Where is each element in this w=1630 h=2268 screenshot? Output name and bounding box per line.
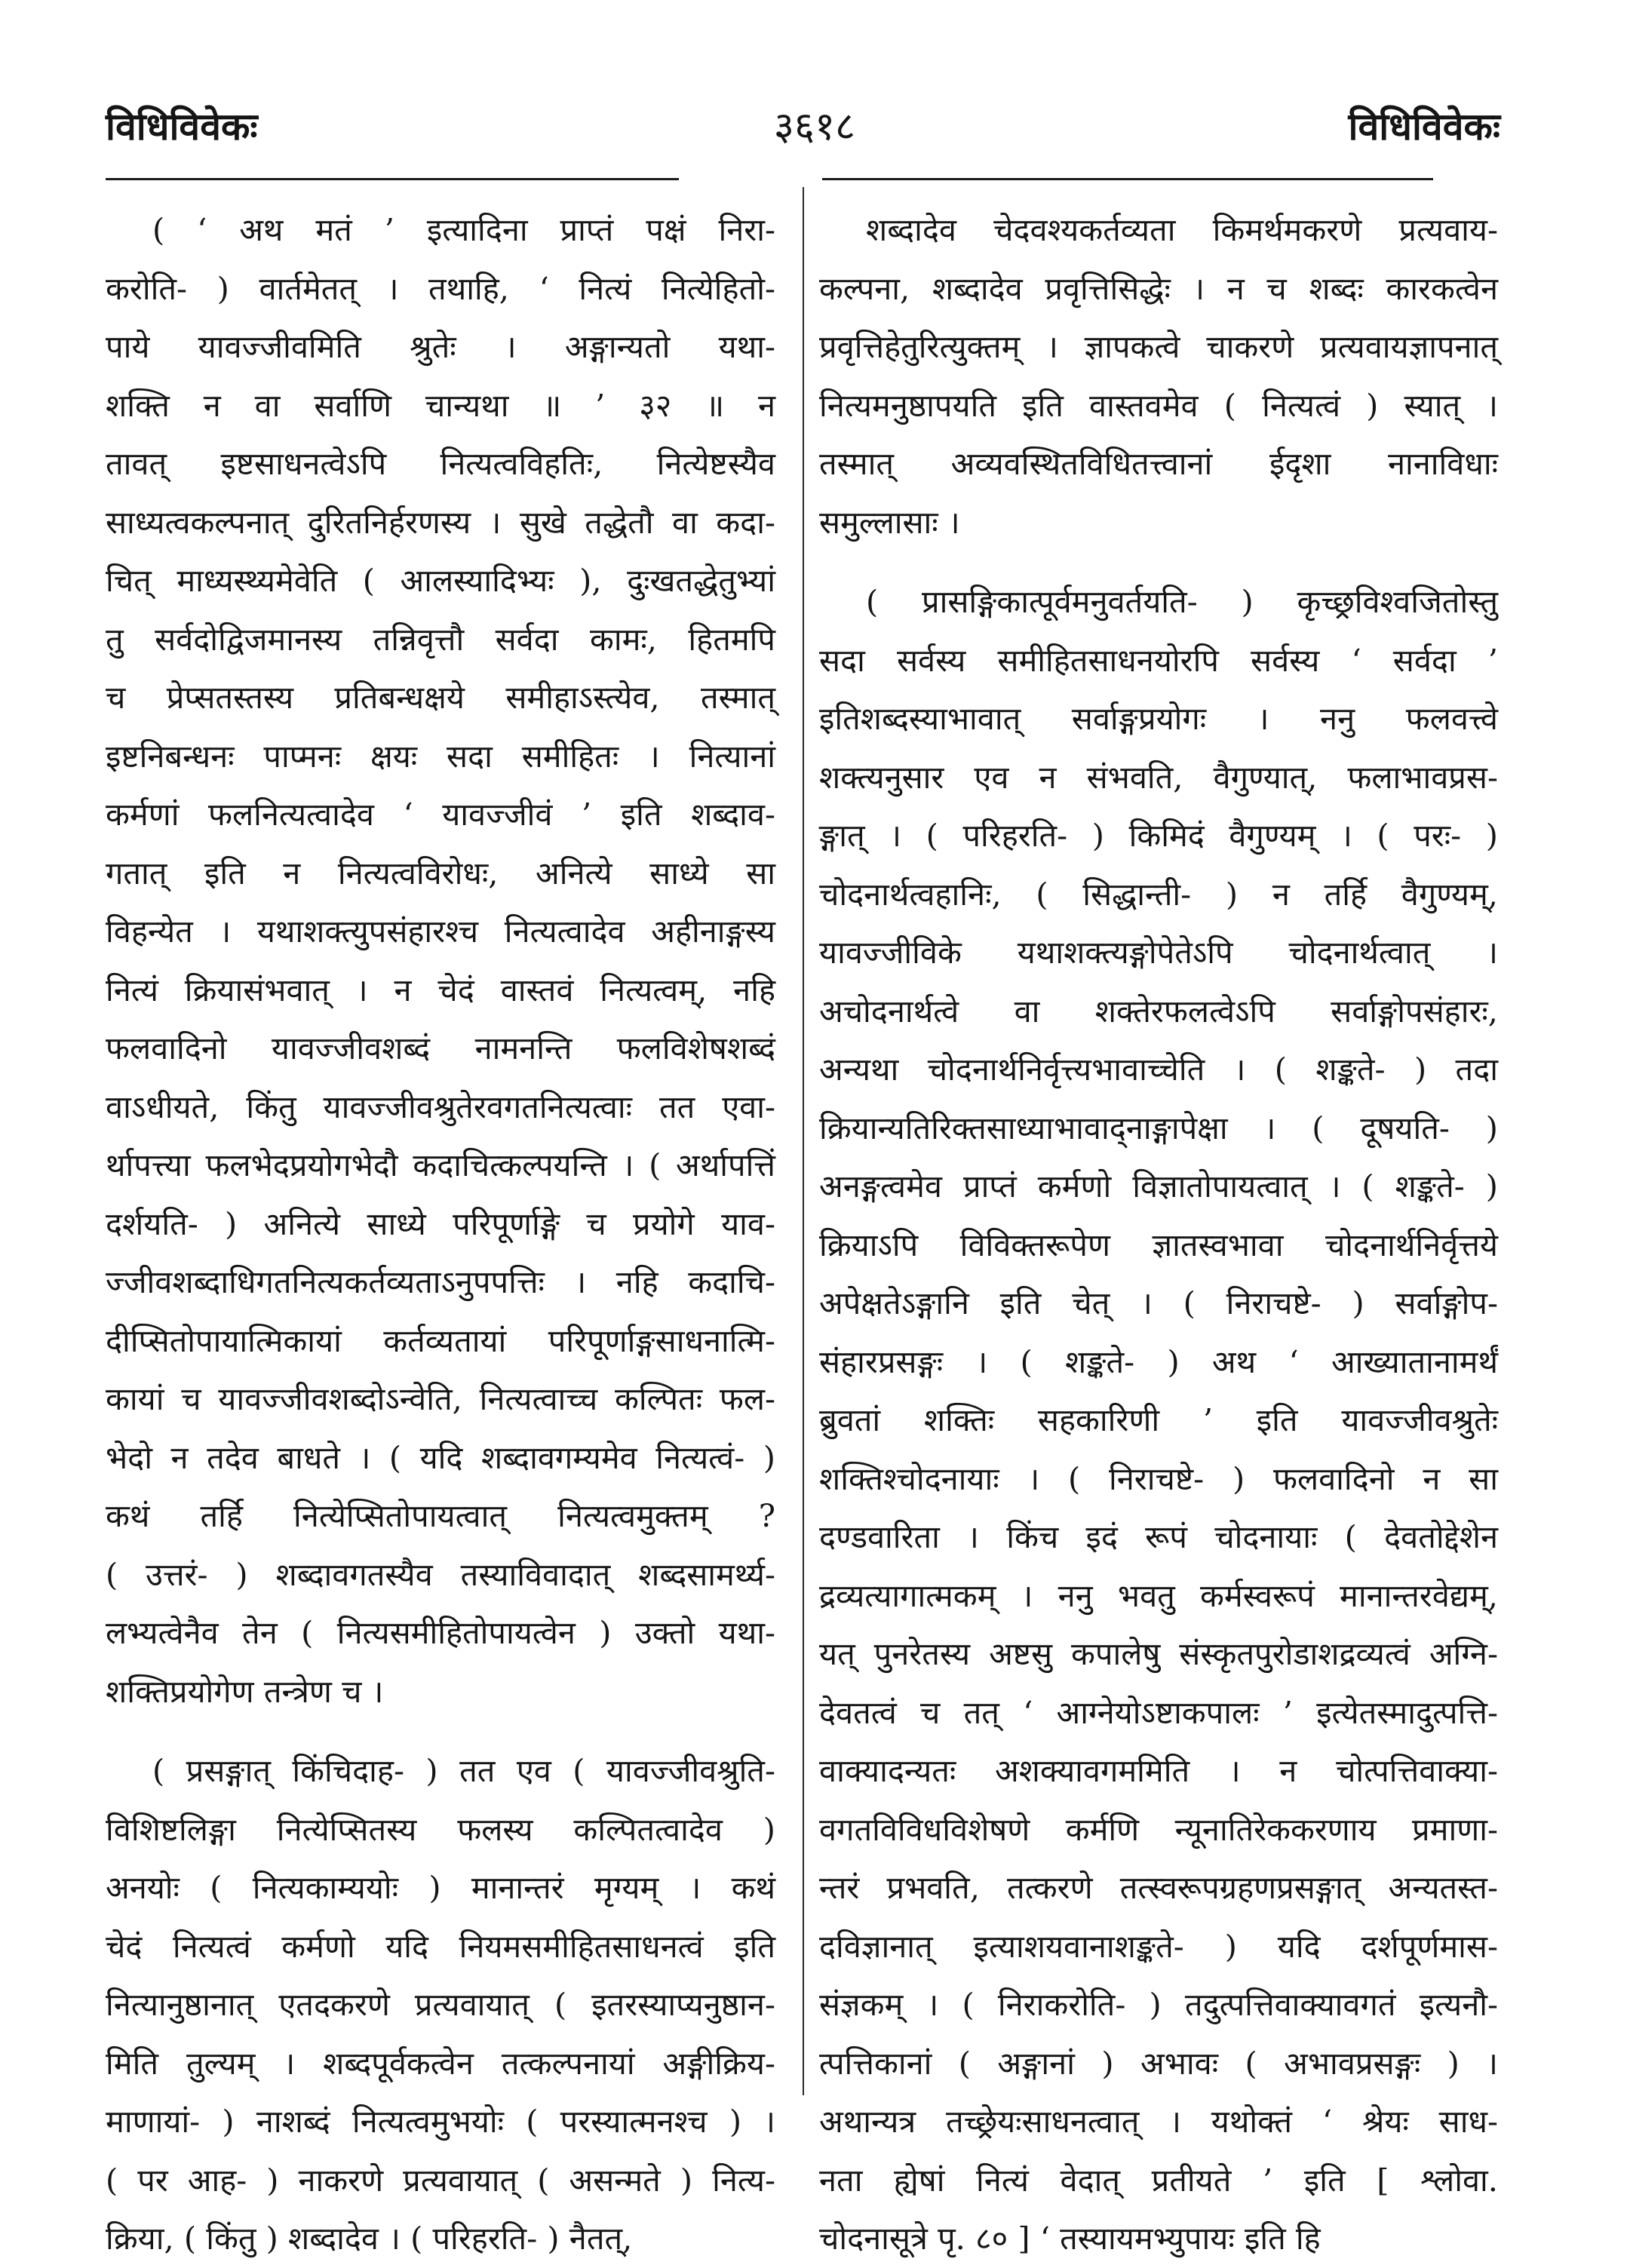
text-line: ( प्रसङ्गात् किंचिदाह- ) तत एव ( यावज्जीवश्रुति- [152, 1752, 775, 1789]
text-line: शक्ति न वा सर्वाणि चान्यथा ॥ ’ ३२ ॥ न [106, 386, 775, 424]
text-line: संहारप्रसङ्गः । ( शङ्कते- ) अथ ‘ आख्यातानामर्थं [819, 1343, 1498, 1380]
text-line: दीप्सितोपायात्मिकायां कर्तव्यतायां परिपूर्णाङ्गसाधनात्मि- [106, 1321, 775, 1359]
text-line: ङ्गात् । ( परिहरति- ) किमिदं वैगुण्यम् । ( परः- ) [819, 817, 1498, 854]
text-line: अनयोः ( नित्यकाम्ययोः ) मानान्तरं मृग्यम् । कथं [106, 1869, 775, 1906]
text-line: ज्जीवशब्दाधिगतनित्यकर्तव्यताऽनुपपत्तिः । नहि कदाचि- [106, 1263, 775, 1300]
page-number: ३६१८ [773, 104, 856, 149]
text-line: प्रवृत्तिहेतुरित्युक्तम् । ज्ञापकत्वे चाकरणे प्रत्यवायज्ञापनात् [819, 328, 1498, 365]
text-line: अपेक्षतेऽङ्गानि इति चेत् । ( निराचष्टे- ) सर्वाङ्गोप- [819, 1284, 1498, 1321]
text-line: अचोदनार्थत्वे वा शक्तेरफलत्वेऽपि सर्वाङ्गोपसंहारः, [819, 992, 1498, 1030]
text-line: कायां च यावज्जीवशब्दोऽन्वेति, नित्यत्वाच्च कल्पितः फल- [106, 1380, 775, 1417]
text-line: फलवादिनो यावज्जीवशब्दं नामनन्ति फलविशेषशब्दं [106, 1030, 775, 1066]
text-line: र्थापत्त्या फलभेदप्रयोगभेदौ कदाचित्कल्पयन्ति । ( अर्थापत्तिं [106, 1146, 775, 1183]
text-line: अनङ्गत्वमेव प्राप्तं कर्मणो विज्ञातोपायत्वात् । ( शङ्कते- ) [819, 1168, 1498, 1205]
text-line: दर्शयति- ) अनित्ये साध्ये परिपूर्णाङ्गे च प्रयोगे याव- [106, 1205, 775, 1242]
text-line: अथान्यत्र तच्छ्रेयःसाधनत्वात् । यथोक्तं ‘ श्रेयः साध- [819, 2103, 1498, 2140]
text-line: चोदनार्थत्वहानिः, ( सिद्धान्ती- ) न तर्हि वैगुण्यम्, [819, 875, 1498, 913]
text-line: नता ह्येषां नित्यं वेदात् प्रतीयते ’ इति [ श्लोवा. [819, 2161, 1498, 2199]
text-line: कथं तर्हि नित्येप्सितोपायत्वात् नित्यत्वमुक्तम् ? [106, 1497, 775, 1534]
text-line: माणायां- ) नाशब्दं नित्यत्वमुभयोः ( परस्यात्मनश्च ) । [106, 2103, 775, 2140]
text-line: विशिष्टलिङ्गा नित्येप्सितस्य फलस्य कल्पितत्वादेव ) [106, 1810, 775, 1848]
text-line: समुल्लासाः । [819, 503, 960, 541]
text-line: मिति तुल्यम् । शब्दपूर्वकत्वेन तत्कल्पनायां अङ्गीक्रिय- [106, 2044, 775, 2082]
text-line: यावज्जीविके यथाशक्त्यङ्गोपेतेऽपि चोदनार्थत्वात् । [819, 934, 1498, 971]
text-line: गतात् इति न नित्यत्वविरोधः, अनित्ये साध्ये सा [106, 854, 775, 892]
text-line: चेदं नित्यत्वं कर्मणो यदि नियमसमीहितसाधनत्वं इति [106, 1927, 775, 1965]
text-line: वाक्यादन्यतः अशक्यावगममिति । न चोत्पत्तिवाक्या- [819, 1752, 1498, 1789]
text-line: तावत् इष्टसाधनत्वेऽपि नित्यत्वविहतिः, नित्येष्टस्यैव [106, 445, 775, 482]
text-line: भेदो न तदेव बाधते । ( यदि शब्दावगम्यमेव नित्यत्वं- ) [106, 1438, 775, 1476]
text-line: लभ्यत्वेनैव तेन ( नित्यसमीहितोपायत्वेन ) उक्तो यथा- [106, 1614, 775, 1651]
text-line: कर्मणां फलनित्यत्वादेव ‘ यावज्जीवं ’ इति शब्दाव- [106, 796, 775, 833]
text-line: ( प्रासङ्गिकात्पूर्वमनुवर्तयति- ) कृच्छ्रविश्वजितोस्तु [866, 583, 1498, 620]
text-line: नित्यानुष्ठानात् एतदकरणे प्रत्यवायात् ( इतरस्याप्यनुष्ठान- [106, 1986, 775, 2023]
column-divider [803, 187, 804, 2095]
text-line: क्रियाऽपि विविक्तरूपेण ज्ञातस्वभावा चोदनार्थनिर्वृत्तये [819, 1226, 1498, 1263]
text-line: इतिशब्दस्याभावात् सर्वाङ्गप्रयोगः । ननु फलवत्त्वे [819, 700, 1498, 737]
text-line: देवतत्वं च तत् ‘ आग्नेयोऽष्टाकपालः ’ इत्येतस्मादुत्पत्ति- [819, 1693, 1498, 1731]
left-text-column [106, 201, 775, 2268]
text-line: ब्रुवतां शक्तिः सहकारिणी ’ इति यावज्जीवश्रुतेः [819, 1401, 1498, 1438]
text-line: करोति- ) वार्तमेतत् । तथाहि, ‘ नित्यं नित्येहितो- [106, 269, 775, 307]
text-line: न्तरं प्रभवति, तत्करणे तत्स्वरूपग्रहणप्रसङ्गात् अन्यतस्त- [819, 1869, 1498, 1906]
text-line [819, 551, 1498, 572]
text-line: कल्पना, शब्दादेव प्रवृत्तिसिद्धेः । न च शब्दः कारकत्वेन [819, 269, 1498, 307]
text-line: चित् माध्यस्थ्यमेवेति ( आलस्यादिभ्यः ), दुःखतद्धेतुभ्यां [106, 562, 775, 599]
text-line: पाये यावज्जीवमिति श्रुतेः । अङ्गान्यतो यथा- [106, 328, 775, 365]
running-header-left: विधिविवेकः [106, 105, 258, 149]
text-line: चोदनासूत्रे पृ. ८० ] ‘ तस्यायमभ्युपायः इति हि [819, 2220, 1321, 2257]
text-line: च प्रेप्सतस्तस्य प्रतिबन्धक्षये समीहाऽस्त्येव, तस्मात् [106, 679, 775, 716]
text-line: द्रव्यत्यागात्मकम् । ननु भवतु कर्मस्वरूपं मानान्तरवेद्यम्, [819, 1576, 1498, 1614]
running-header-right: विधिविवेकः [1348, 105, 1500, 149]
text-line: अन्यथा चोदनार्थनिर्वृत्त्यभावाच्चेति । ( शङ्कते- ) तदा [819, 1051, 1498, 1088]
text-line: क्रिया, ( किंतु ) शब्दादेव । ( परिहरति- ) नैतत्, [106, 2220, 633, 2257]
text-line: साध्यत्वकल्पनात् दुरितनिर्हरणस्य । सुखे तद्धेतौ वा कदा- [106, 503, 775, 541]
text-line: ( उत्तरं- ) शब्दावगतस्यैव तस्याविवादात् शब्दसामर्थ्य- [106, 1555, 775, 1593]
text-line [106, 1720, 775, 1742]
text-line: यत् पुनरेतस्य अष्टसु कपालेषु संस्कृतपुरोडाशद्रव्यत्वं अग्नि- [819, 1635, 1498, 1672]
header-rule-left [106, 178, 679, 180]
text-line: वगतविविधविशेषणे कर्मणि न्यूनातिरेककरणाय प्रमाणा- [819, 1810, 1498, 1848]
text-line: विहन्येत । यथाशक्त्युपसंहारश्च नित्यत्वादेव अहीनाङ्गस्य [106, 913, 775, 950]
right-text-column [819, 201, 1498, 2268]
text-line: शक्तिप्रयोगेण तन्त्रेण च । [106, 1672, 384, 1710]
text-line: शक्तिश्चोदनायाः । ( निराचष्टे- ) फलवादिनो न सा [819, 1459, 1498, 1497]
text-line: ( पर आह- ) नाकरणे प्रत्यवायात् ( असन्मते ) नित्य- [106, 2161, 775, 2199]
text-line: सदा सर्वस्य समीहितसाधनयोरपि सर्वस्य ‘ सर्वदा ’ [819, 641, 1498, 679]
text-line: तु सर्वदोद्विजमानस्य तन्निवृत्तौ सर्वदा कामः, हितमपि [106, 620, 775, 658]
text-line: क्रियान्यतिरिक्तसाध्याभावाद्नाङ्गापेक्षा । ( दूषयति- ) [819, 1109, 1498, 1146]
text-line: वाऽधीयते, किंतु यावज्जीवश्रुतेरवगतनित्यत्वाः तत एवा- [106, 1088, 775, 1125]
text-line: नित्यमनुष्ठापयति इति वास्तवमेव ( नित्यत्वं ) स्यात् । [819, 386, 1498, 424]
text-line: ( ‘ अथ मतं ’ इत्यादिना प्राप्तं पक्षं निरा- [152, 211, 775, 248]
text-line: दविज्ञानात् इत्याशयवानाशङ्कते- ) यदि दर्शपूर्णमास- [819, 1927, 1498, 1965]
text-line: शब्दादेव चेदवश्यकर्तव्यता किमर्थमकरणे प्रत्यवाय- [866, 211, 1498, 248]
text-line: नित्यं क्रियासंभवात् । न चेदं वास्तवं नित्यत्वम्, नहि [106, 971, 775, 1008]
text-line: दण्डवारिता । किंच इदं रूपं चोदनायाः ( देवतोद्देशेन [819, 1518, 1498, 1555]
text-line: त्पत्तिकानां ( अङ्गानां ) अभावः ( अभावप्रसङ्गः ) । [819, 2044, 1498, 2082]
text-line: शक्त्यनुसार एव न संभवति, वैगुण्यात्, फलाभावप्रस- [819, 758, 1498, 796]
text-line: संज्ञकम् । ( निराकरोति- ) तदुत्पत्तिवाक्यावगतं इत्यनौ- [819, 1986, 1498, 2023]
text-line: इष्टनिबन्धनः पाप्मनः क्षयः सदा समीहितः । नित्यानां [106, 737, 775, 775]
text-line: तस्मात् अव्यवस्थितविधितत्त्वानां ईदृशा नानाविधाः [819, 445, 1498, 482]
header-rule-right [822, 178, 1433, 180]
